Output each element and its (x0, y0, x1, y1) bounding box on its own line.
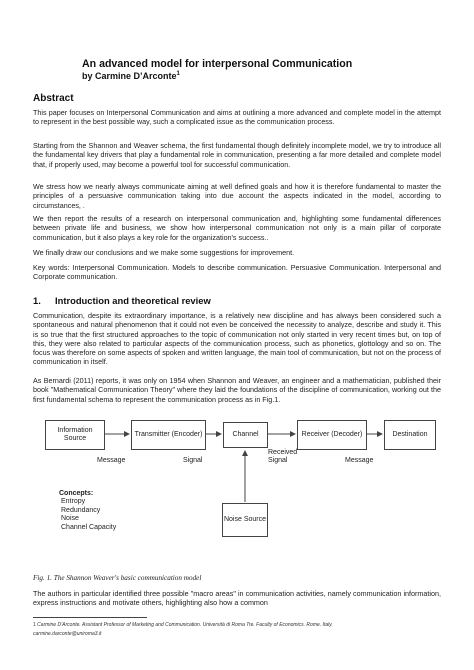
footnote (33, 622, 333, 628)
shannon-weaver-diagram (44, 420, 436, 562)
received-signal-label: Received Signal (268, 449, 298, 465)
section-number: 1. (33, 295, 41, 306)
author-name: by Carmine D’Arconte (82, 71, 177, 81)
footnote-text: Carmine D’Arconte. Assistant Professor of Marketing and Communication. Università di Roma Tre. Faculty of Economics. Rome. Italy. (37, 622, 333, 628)
transmitter-box: Transmitter (Encoder) (131, 420, 206, 450)
information-source-box: Information Source (45, 420, 105, 450)
receiver-box: Receiver (Decoder) (297, 420, 367, 450)
concept-item: Redundancy (61, 506, 101, 514)
abstract-paragraph: Starting from the Shannon and Weaver schema, the first fundamental though definitely incomplete model, we try to introduce all the fundamental key drivers that play a fundamental role in communication, presenting a far more detailed and complete model that, if properly used, may become a powerful tool for successful communication. (33, 141, 441, 169)
keywords: Key words: Interpersonal Communication. Models to describe communication. Persuasive Communication. Interpersonal and Corporate communication. (33, 263, 441, 282)
footnote-email: carmine.darconte@uniroma3.it (33, 631, 102, 637)
concept-item: Entropy (61, 498, 86, 506)
destination-box: Destination (384, 420, 436, 450)
paper-author (82, 71, 180, 81)
signal-label: Signal (183, 457, 203, 464)
abstract-paragraph: We then report the results of a research on interpersonal communication and, highlighting some fundamental differences between private life and business, we show how interpersonal communication not only is a main pillar of corporate communication, but it also plays a key role for the organization's success.. (33, 214, 441, 242)
message-label: Message (97, 457, 126, 464)
noise-source-box: Noise Source (222, 503, 268, 537)
figure-caption: Fig. 1. The Shannon Weaver's basic communication model (33, 574, 202, 582)
footnote-mark: 1 (33, 622, 36, 628)
section-heading (33, 295, 211, 306)
abstract-paragraph: We finally draw our conclusions and we make some suggestions for improvement. (33, 248, 295, 257)
body-paragraph: As Bernardi (2011) reports, it was only on 1954 when Shannon and Weaver, an engineer and a mathematician, published their book "Mathematical Communication Theory" where they laid the foundations of the discipline of communication, working out the first fundamental schema to represent the communication process as in Fig.1. (33, 376, 441, 404)
message-label: Message (345, 457, 374, 464)
abstract-paragraph: We stress how we nearly always communicate aiming at well defined goals and how it is therefore fundamental to master the principles of a persuasive communication taking into due account the aspects indicated in the model, according to circumstances, . (33, 182, 441, 210)
abstract-paragraph: This paper focuses on Interpersonal Communication and aims at outlining a more advanced and complete model in the attempt to represent in the best possible way, such a complicated issue as the communication process. (33, 108, 441, 127)
paper-title: An advanced model for interpersonal Communication (82, 58, 353, 70)
body-paragraph: The authors in particular identified three possible "macro areas" in communication activities, namely communication information, express instructions and motivate others, highlighting also how a common (33, 589, 441, 608)
concept-item: Channel Capacity (61, 523, 117, 531)
section-title: Introduction and theoretical review (55, 295, 211, 306)
concepts-list (59, 490, 116, 532)
concepts-title: Concepts: (59, 490, 94, 497)
body-paragraph: Communication, despite its extraordinary importance, is a relatively new discipline and has always been considered such a spontaneous and natural phenomenon that it could not even be conceived the necessity to analyze, describe and study it. This is so true that the first structured approaches to the topic of communication not only started in very recent times but, on top of this, they were also related to particular aspects of the communication process, such as phonetics, glottology and so on. The focus was therefore on some aspects of spoken and written language, the main tool of communication, but not on the process of communication in itself. (33, 311, 441, 367)
abstract-heading: Abstract (33, 93, 74, 104)
author-footnote-mark: 1 (176, 71, 180, 77)
concept-item: Noise (61, 515, 79, 523)
channel-box: Channel (223, 422, 268, 448)
footnote-divider (33, 617, 147, 618)
